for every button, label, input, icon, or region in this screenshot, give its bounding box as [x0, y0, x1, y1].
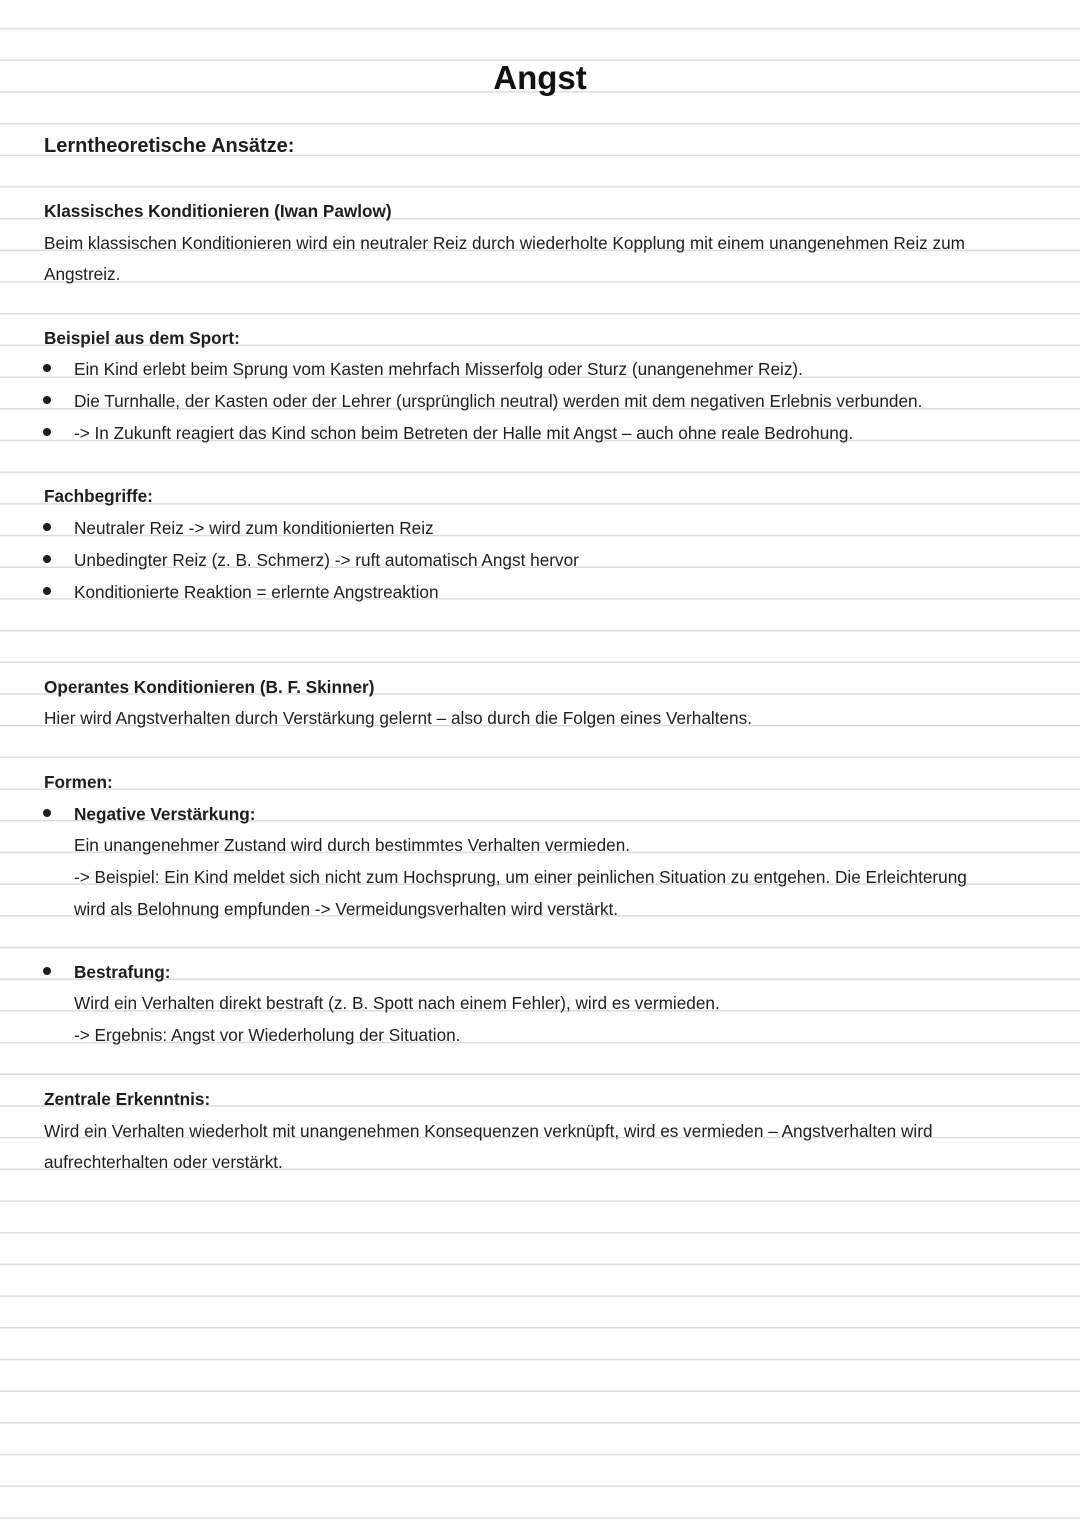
section-heading: Lerntheoretische Ansätze: [44, 135, 295, 157]
operant-heading: Operantes Konditionieren (B. F. Skinner) [44, 677, 375, 697]
negative-reinforcement-line2: -> Beispiel: Ein Kind meldet sich nicht zum Hochsprung, um einer peinlichen Situation zu entgehen. Die Erleichterung [74, 867, 967, 887]
conclusion-line2: aufrechterhalten oder verstärkt. [44, 1152, 283, 1172]
sport-example-item: -> In Zukunft reagiert das Kind schon beim Betreten der Halle mit Angst – auch ohne reale Bedrohung. [74, 423, 854, 443]
bullet-icon [43, 555, 51, 563]
sport-example-item: Ein Kind erlebt beim Sprung vom Kasten mehrfach Misserfolg oder Sturz (unangenehmer Reiz). [74, 359, 803, 379]
negative-reinforcement-line3: wird als Belohnung empfunden -> Vermeidungsverhalten wird verstärkt. [74, 899, 619, 919]
bullet-icon [43, 396, 51, 404]
negative-reinforcement-line1: Ein unangenehmer Zustand wird durch bestimmtes Verhalten vermieden. [74, 835, 631, 855]
terms-heading: Fachbegriffe: [44, 486, 153, 506]
sport-example-heading: Beispiel aus dem Sport: [44, 328, 240, 348]
bullet-icon [43, 364, 51, 372]
punishment-label: Bestrafung: [74, 962, 171, 982]
page-title: Angst [493, 59, 587, 96]
bullet-icon [43, 587, 51, 595]
terms-item: Neutraler Reiz -> wird zum konditionierten Reiz [74, 518, 434, 538]
terms-item: Konditionierte Reaktion = erlernte Angstreaktion [74, 582, 439, 602]
classical-text-line1: Beim klassischen Konditionieren wird ein neutraler Reiz durch wiederholte Kopplung mit einem unangenehmen Reiz zum [44, 233, 965, 253]
bullet-icon [43, 809, 51, 817]
classical-heading: Klassisches Konditionieren (Iwan Pawlow) [44, 201, 392, 221]
bullet-icon [43, 967, 51, 975]
terms-item: Unbedingter Reiz (z. B. Schmerz) -> ruft automatisch Angst hervor [74, 550, 579, 570]
negative-reinforcement-label: Negative Verstärkung: [74, 804, 256, 824]
classical-text-line2: Angstreiz. [44, 264, 121, 284]
sport-example-item: Die Turnhalle, der Kasten oder der Lehrer (ursprünglich neutral) werden mit dem negativen Erlebnis verbunden. [74, 391, 923, 411]
bullet-icon [43, 428, 51, 436]
punishment-line1: Wird ein Verhalten direkt bestraft (z. B. Spott nach einem Fehler), wird es vermieden. [74, 993, 720, 1013]
punishment-line2: -> Ergebnis: Angst vor Wiederholung der Situation. [74, 1025, 461, 1045]
conclusion-heading: Zentrale Erkenntnis: [44, 1089, 211, 1109]
bullet-icon [43, 523, 51, 531]
forms-heading: Formen: [44, 772, 113, 792]
conclusion-line1: Wird ein Verhalten wiederholt mit unangenehmen Konsequenzen verknüpft, wird es vermieden – Angstverhalten wird [44, 1121, 933, 1141]
operant-text: Hier wird Angstverhalten durch Verstärkung gelernt – also durch die Folgen eines Verhaltens. [44, 708, 752, 728]
